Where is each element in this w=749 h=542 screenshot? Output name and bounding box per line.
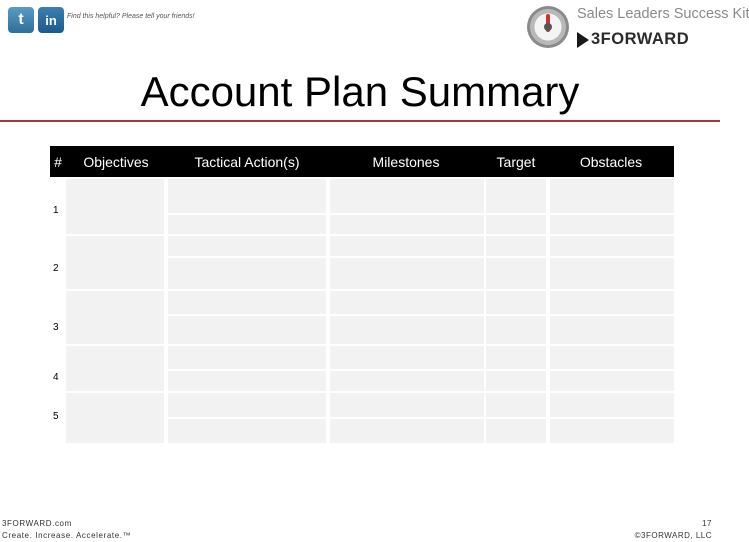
title-divider — [0, 120, 720, 122]
share-tagline: Find this helpful? Please tell your friends! — [67, 13, 195, 20]
tactical-cell-7[interactable] — [168, 346, 326, 369]
obstacles-cell-5[interactable] — [550, 291, 674, 314]
footer-website[interactable]: 3FORWARD.com — [2, 519, 72, 528]
linkedin-icon[interactable]: in — [38, 7, 64, 33]
play-arrow-icon — [577, 32, 589, 48]
twitter-icon[interactable]: t — [8, 7, 34, 33]
header-obstacles: Obstacles — [579, 153, 643, 170]
social-share-bar — [8, 7, 64, 33]
milestones-cell-10[interactable] — [330, 419, 484, 443]
kit-title: Sales Leaders Success Kit — [577, 6, 749, 22]
target-cell-7[interactable] — [486, 346, 546, 369]
objective-cell-4[interactable] — [66, 346, 164, 391]
tactical-cell-1[interactable] — [168, 179, 326, 213]
header-milestones: Milestones — [372, 153, 440, 170]
target-cell-8[interactable] — [486, 371, 546, 391]
objective-cell-1[interactable] — [66, 179, 164, 234]
table-header-row — [50, 146, 674, 177]
milestones-cell-6[interactable] — [330, 316, 484, 344]
obstacles-cell-8[interactable] — [550, 371, 674, 391]
target-cell-4[interactable] — [486, 258, 546, 289]
footer-right — [635, 518, 712, 542]
target-cell-2[interactable] — [486, 215, 546, 234]
obstacles-cell-7[interactable] — [550, 346, 674, 369]
milestones-cell-2[interactable] — [330, 215, 484, 234]
logo-text: 3FORWARD — [591, 30, 690, 48]
tactical-cell-4[interactable] — [168, 258, 326, 289]
tactical-cell-10[interactable] — [168, 419, 326, 443]
obstacles-cell-3[interactable] — [550, 236, 674, 256]
row-number-4: 4 — [53, 372, 59, 383]
milestones-cell-9[interactable] — [330, 393, 484, 417]
target-cell-3[interactable] — [486, 236, 546, 256]
target-cell-6[interactable] — [486, 316, 546, 344]
obstacles-cell-4[interactable] — [550, 258, 674, 289]
tactical-cell-2[interactable] — [168, 215, 326, 234]
tactical-cell-6[interactable] — [168, 316, 326, 344]
tactical-cell-5[interactable] — [168, 291, 326, 314]
footer-slogan: Create. Increase. Accelerate.™ — [2, 531, 132, 540]
table-body — [50, 177, 674, 443]
milestones-cell-4[interactable] — [330, 258, 484, 289]
target-cell-5[interactable] — [486, 291, 546, 314]
row-number-1: 1 — [53, 205, 59, 216]
header-target: Target — [496, 153, 536, 170]
obstacles-cell-10[interactable] — [550, 419, 674, 443]
page-number: 17 — [702, 519, 712, 528]
header-number: # — [54, 153, 62, 170]
row-number-2: 2 — [53, 263, 59, 274]
row-number-5: 5 — [53, 411, 59, 422]
tactical-cell-9[interactable] — [168, 393, 326, 417]
target-cell-10[interactable] — [486, 419, 546, 443]
objective-cell-5[interactable] — [66, 393, 164, 443]
company-logo — [577, 30, 689, 49]
copyright: ©3FORWARD, LLC — [634, 531, 712, 540]
obstacles-cell-1[interactable] — [550, 179, 674, 213]
target-cell-9[interactable] — [486, 393, 546, 417]
compass-icon — [527, 6, 569, 48]
objective-cell-2[interactable] — [66, 236, 164, 289]
obstacles-cell-2[interactable] — [550, 215, 674, 234]
header-tactical-actions: Tactical Action(s) — [194, 153, 300, 170]
brand-block — [527, 4, 749, 52]
obstacles-cell-6[interactable] — [550, 316, 674, 344]
tactical-cell-3[interactable] — [168, 236, 326, 256]
milestones-cell-3[interactable] — [330, 236, 484, 256]
page-title: Account Plan Summary — [140, 68, 580, 115]
tactical-cell-8[interactable] — [168, 371, 326, 391]
milestones-cell-5[interactable] — [330, 291, 484, 314]
objective-cell-3[interactable] — [66, 291, 164, 344]
milestones-cell-7[interactable] — [330, 346, 484, 369]
milestones-cell-1[interactable] — [330, 179, 484, 213]
target-cell-1[interactable] — [486, 179, 546, 213]
footer-left — [2, 518, 131, 542]
obstacles-cell-9[interactable] — [550, 393, 674, 417]
row-number-3: 3 — [53, 322, 59, 333]
header-objectives: Objectives — [83, 153, 149, 170]
milestones-cell-8[interactable] — [330, 371, 484, 391]
